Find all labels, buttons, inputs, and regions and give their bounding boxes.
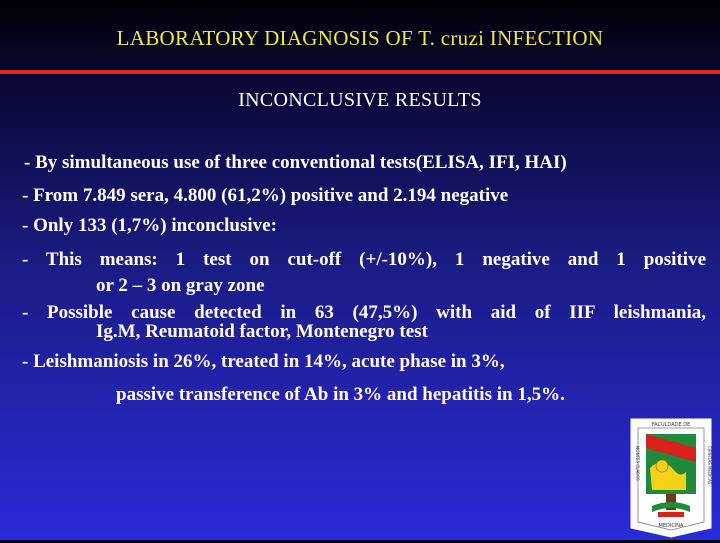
bullet-item: - Leishmaniosis in 26%, treated in 14%, acute phase in 3%, — [22, 351, 505, 372]
bullet-continuation: Ig.M, Reumatoid factor, Montenegro test — [96, 321, 428, 342]
bullet-item: - By simultaneous use of three conventional tests(ELISA, IFI, HAI) — [24, 152, 567, 173]
slide-subtitle: INCONCLUSIVE RESULTS — [238, 89, 482, 111]
bullet-item: - Only 133 (1,7%) inconclusive: — [22, 215, 277, 236]
university-seal-icon — [628, 416, 714, 538]
bullet-continuation: passive transference of Ab in 3% and hepatitis in 1,5%. — [116, 384, 565, 405]
seal-text-top: FACULDADE DE — [651, 422, 691, 428]
bullet-continuation: or 2 – 3 on gray zone — [96, 275, 265, 296]
slide-title: LABORATORY DIAGNOSIS OF T. cruzi INFECTION — [116, 26, 604, 50]
seal-text-right: CIENCIAS MEDICAS — [707, 446, 712, 485]
seal-text-bottom: MEDICINA — [658, 523, 684, 529]
bullet-item: - From 7.849 sera, 4.800 (61,2%) positive and 2.194 negative — [22, 185, 509, 206]
bullet-item: - Possible cause detected in 63 (47,5%) with aid of IIF leishmania, — [22, 302, 706, 323]
bullet-item: - This means: 1 test on cut-off (+/-10%), 1 negative and 1 positive — [22, 249, 706, 270]
seal-text-left: MONTES CLAROS — [635, 446, 640, 481]
title-divider — [0, 70, 720, 74]
